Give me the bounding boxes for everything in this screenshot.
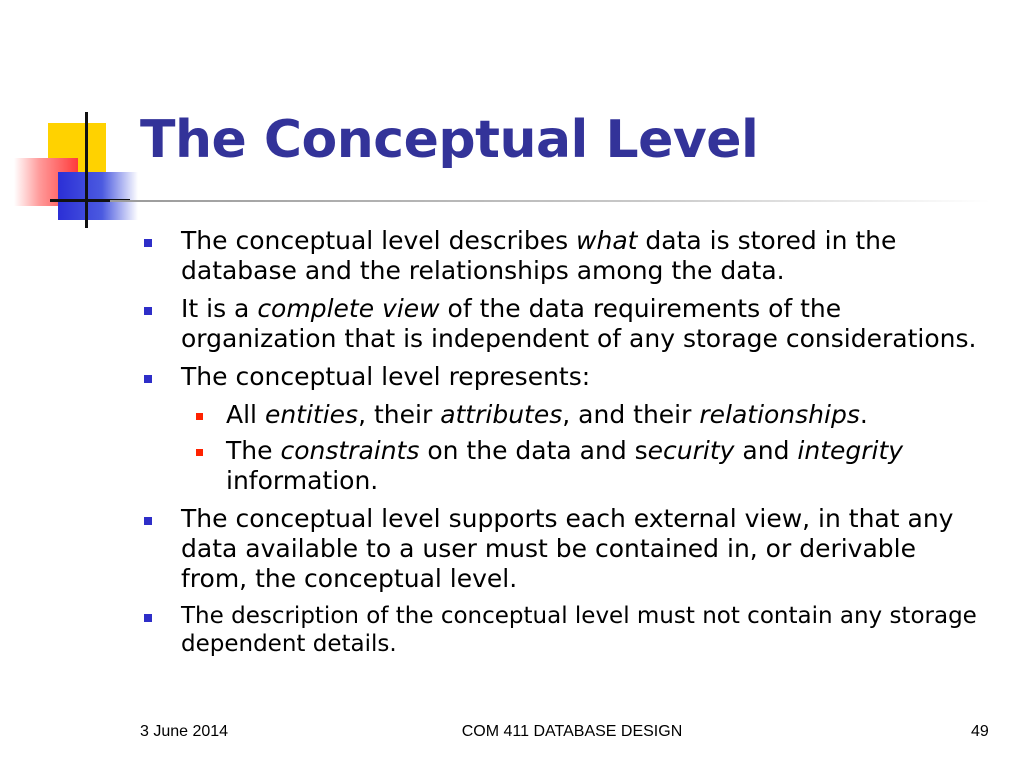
bullet-item bbox=[0, 504, 1024, 594]
footer-date: 3 June 2014 bbox=[140, 723, 229, 740]
bullet-text: of the data requirements of the organization that is independent of any storage considerations. bbox=[181, 294, 977, 353]
bullet-item bbox=[0, 226, 1024, 286]
bullet-emphasis: complete view bbox=[257, 294, 440, 323]
sub-bullet-text: , and their bbox=[562, 400, 700, 429]
sub-bullet-text: . bbox=[859, 400, 868, 429]
sub-bullet-item bbox=[0, 436, 1024, 496]
bullet-item bbox=[0, 294, 1024, 354]
sub-bullet-emphasis: integrity bbox=[797, 436, 904, 465]
bullet-text: data is stored in the database and the relationships among the data. bbox=[181, 226, 897, 285]
sub-bullet-item bbox=[0, 400, 1024, 430]
sub-bullet-text: on the data and s bbox=[419, 436, 648, 465]
bullet-emphasis: what bbox=[576, 226, 638, 255]
bullet-text: The conceptual level describes bbox=[181, 226, 577, 255]
sub-bullet-emphasis: attributes bbox=[440, 400, 563, 429]
sub-bullet-text: , their bbox=[358, 400, 441, 429]
bullet-item bbox=[0, 362, 1024, 392]
sub-bullet-emphasis: relationships bbox=[699, 400, 860, 429]
bullet-text: The conceptual level supports each external view, in that any data available to a user must be contained in, or derivable from, the conceptual level. bbox=[181, 504, 954, 593]
sub-bullet-emphasis: ecurity bbox=[647, 436, 735, 465]
logo-vertical-line bbox=[85, 112, 88, 228]
slide-logo-decoration bbox=[0, 0, 150, 240]
footer-page-number: 49 bbox=[971, 723, 989, 740]
bullet-text: The description of the conceptual level must not contain any storage dependent details. bbox=[181, 603, 977, 657]
sub-bullet-text: All bbox=[226, 400, 265, 429]
sub-bullet-text: and bbox=[734, 436, 798, 465]
bullet-text: The conceptual level represents: bbox=[181, 362, 591, 391]
bullet-item bbox=[0, 602, 1024, 658]
logo-blue-square bbox=[58, 172, 138, 220]
bullet-text: It is a bbox=[181, 294, 258, 323]
footer-course-title: COM 411 DATABASE DESIGN bbox=[461, 723, 683, 740]
bullet-list bbox=[0, 226, 1024, 666]
sub-bullet-emphasis: constraints bbox=[280, 436, 420, 465]
title-underline bbox=[110, 200, 990, 202]
sub-bullet-emphasis: entities bbox=[264, 400, 359, 429]
slide-title: The Conceptual Level bbox=[140, 110, 759, 170]
sub-bullet-text: The bbox=[226, 436, 281, 465]
sub-bullet-text: information. bbox=[226, 466, 379, 495]
